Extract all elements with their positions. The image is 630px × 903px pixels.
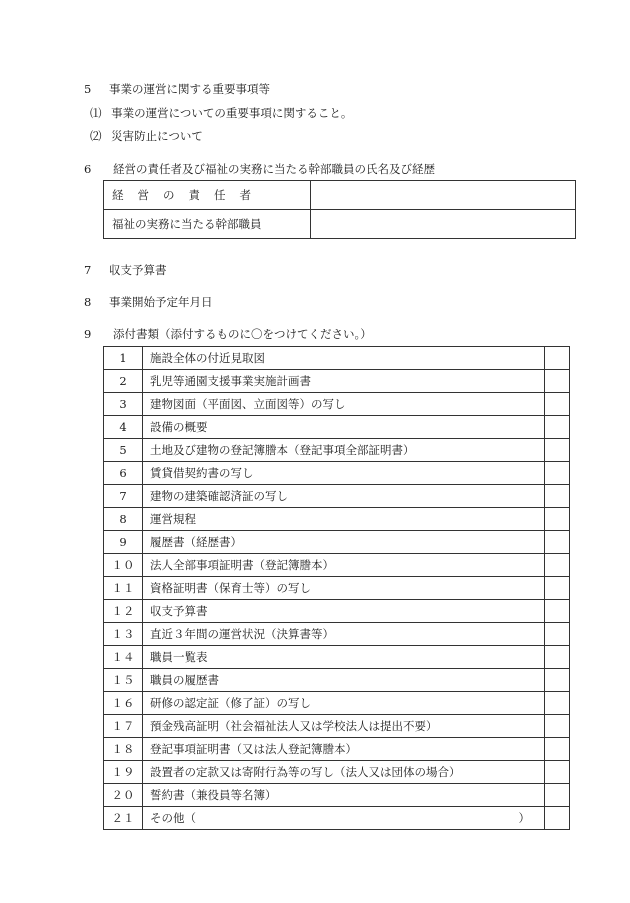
document-name-text: 設備の概要 (150, 420, 208, 434)
document-name (143, 508, 545, 531)
document-name-text: 直近３年間の運営状況（決算書等） (150, 627, 334, 641)
check-cell[interactable] (545, 715, 570, 738)
check-cell[interactable] (545, 577, 570, 600)
item-text: 災害防止について (111, 129, 203, 143)
section-5-heading (84, 81, 270, 97)
document-name (143, 784, 545, 807)
section-7-heading (84, 262, 166, 278)
document-name-text: 誓約書（兼役員等名簿） (150, 788, 277, 802)
row-number: 6 (104, 462, 143, 485)
check-cell[interactable] (545, 646, 570, 669)
row-number: 8 (104, 508, 143, 531)
row-number: １２ (104, 600, 143, 623)
section-title: 収支予算書 (108, 263, 167, 277)
table-row (104, 416, 570, 439)
document-name-text: 収支予算書 (150, 604, 208, 618)
row-number: 3 (104, 393, 143, 416)
document-name (143, 646, 545, 669)
document-name (143, 807, 545, 830)
value-cell (311, 210, 576, 239)
section-8-heading (84, 294, 212, 310)
document-name (143, 393, 545, 416)
document-name (143, 416, 545, 439)
document-name-text: 土地及び建物の登記簿謄本（登記事項全部証明書） (150, 443, 415, 457)
document-name (143, 623, 545, 646)
document-name-text: 施設全体の付近見取図 (150, 351, 265, 365)
check-cell[interactable] (545, 439, 570, 462)
table-row (104, 508, 570, 531)
document-name-text: 職員一覧表 (150, 650, 208, 664)
document-name-text: その他（ (150, 811, 196, 825)
attachments-table (103, 346, 570, 830)
check-cell[interactable] (545, 738, 570, 761)
table-row (104, 623, 570, 646)
table-row (104, 485, 570, 508)
row-number: １１ (104, 577, 143, 600)
section-number: 5 (84, 82, 92, 96)
table-row (104, 761, 570, 784)
row-label: 経営の責任者 (104, 181, 311, 210)
document-name-text: 職員の履歴書 (150, 673, 219, 687)
table-row (104, 669, 570, 692)
item-text: 事業の運営についての重要事項に関すること。 (111, 106, 353, 120)
table-row (104, 738, 570, 761)
check-cell[interactable] (545, 623, 570, 646)
row-number: 5 (104, 439, 143, 462)
document-name (143, 370, 545, 393)
row-number: １５ (104, 669, 143, 692)
row-number: 7 (104, 485, 143, 508)
table-row (104, 439, 570, 462)
check-cell[interactable] (545, 508, 570, 531)
section-5-item-1 (90, 105, 352, 121)
table-row (104, 393, 570, 416)
section-5-item-2 (90, 128, 203, 144)
check-cell[interactable] (545, 370, 570, 393)
row-number: 2 (104, 370, 143, 393)
table-row (104, 181, 576, 210)
table-row (104, 347, 570, 370)
document-name-text: 設置者の定款又は寄附行為等の写し（法人又は団体の場合） (150, 765, 461, 779)
document-name (143, 738, 545, 761)
document-name-text: 建物の建築確認済証の写し (150, 489, 288, 503)
document-name-text: 登記事項証明書（又は法人登記簿謄本） (150, 742, 357, 756)
table-row (104, 715, 570, 738)
section-title: 事業の運営に関する重要事項等 (108, 82, 270, 96)
table-row (104, 531, 570, 554)
check-cell[interactable] (545, 462, 570, 485)
document-name (143, 462, 545, 485)
table-row (104, 646, 570, 669)
document-name-text: 資格証明書（保育士等）の写し (150, 581, 311, 595)
document-name (143, 485, 545, 508)
document-name (143, 715, 545, 738)
item-number: ⑵ (90, 129, 102, 143)
table-row (104, 210, 576, 239)
table-row (104, 807, 570, 830)
section-9-heading (84, 326, 372, 342)
row-number: １７ (104, 715, 143, 738)
item-number: ⑴ (90, 106, 102, 120)
check-cell[interactable] (545, 669, 570, 692)
document-name (143, 600, 545, 623)
section-number: 9 (84, 327, 92, 341)
row-number: 4 (104, 416, 143, 439)
closing-paren: ） (518, 811, 530, 825)
row-number: ２０ (104, 784, 143, 807)
check-cell[interactable] (545, 554, 570, 577)
management-table (103, 180, 576, 239)
check-cell[interactable] (545, 761, 570, 784)
check-cell[interactable] (545, 485, 570, 508)
section-title: 事業開始予定年月日 (108, 295, 213, 309)
document-name-text: 賃貸借契約書の写し (150, 466, 254, 480)
section-number: 7 (84, 263, 92, 277)
document-name (143, 531, 545, 554)
value-cell (311, 181, 576, 210)
check-cell[interactable] (545, 600, 570, 623)
table-row (104, 784, 570, 807)
document-name (143, 347, 545, 370)
row-number: １８ (104, 738, 143, 761)
section-number: 8 (84, 295, 92, 309)
row-label: 福祉の実務に当たる幹部職員 (104, 210, 311, 239)
document-name (143, 692, 545, 715)
document-name-text: 法人全部事項証明書（登記簿謄本） (150, 558, 334, 572)
row-number: １０ (104, 554, 143, 577)
section-title: 経営の責任者及び福祉の実務に当たる幹部職員の氏名及び経歴 (112, 162, 435, 176)
section-6-heading (84, 161, 435, 177)
document-name-text: 運営規程 (150, 512, 196, 526)
check-cell[interactable] (545, 692, 570, 715)
document-name (143, 761, 545, 784)
check-cell[interactable] (545, 416, 570, 439)
document-name-text: 履歴書（経歴書） (150, 535, 242, 549)
table-row (104, 462, 570, 485)
document-name (143, 669, 545, 692)
check-cell[interactable] (545, 531, 570, 554)
table-row (104, 577, 570, 600)
section-number: 6 (84, 162, 92, 176)
check-cell[interactable] (545, 393, 570, 416)
document-name (143, 577, 545, 600)
row-number: ２１ (104, 807, 143, 830)
check-cell[interactable] (545, 347, 570, 370)
document-name-text: 乳児等通園支援事業実施計画書 (150, 374, 311, 388)
row-number: 1 (104, 347, 143, 370)
row-number: １３ (104, 623, 143, 646)
document-name (143, 439, 545, 462)
table-row (104, 692, 570, 715)
row-number: １９ (104, 761, 143, 784)
table-row (104, 554, 570, 577)
table-row (104, 600, 570, 623)
table-row (104, 370, 570, 393)
row-number: 9 (104, 531, 143, 554)
check-cell[interactable] (545, 807, 570, 830)
document-name-text: 預金残高証明（社会福祉法人又は学校法人は提出不要） (150, 719, 438, 733)
row-number: １４ (104, 646, 143, 669)
document-name (143, 554, 545, 577)
row-number: １６ (104, 692, 143, 715)
check-cell[interactable] (545, 784, 570, 807)
document-name-text: 研修の認定証（修了証）の写し (150, 696, 311, 710)
section-title: 添付書類（添付するものに〇をつけてください。） (112, 327, 372, 341)
document-name-text: 建物図面（平面図、立面図等）の写し (150, 397, 346, 411)
